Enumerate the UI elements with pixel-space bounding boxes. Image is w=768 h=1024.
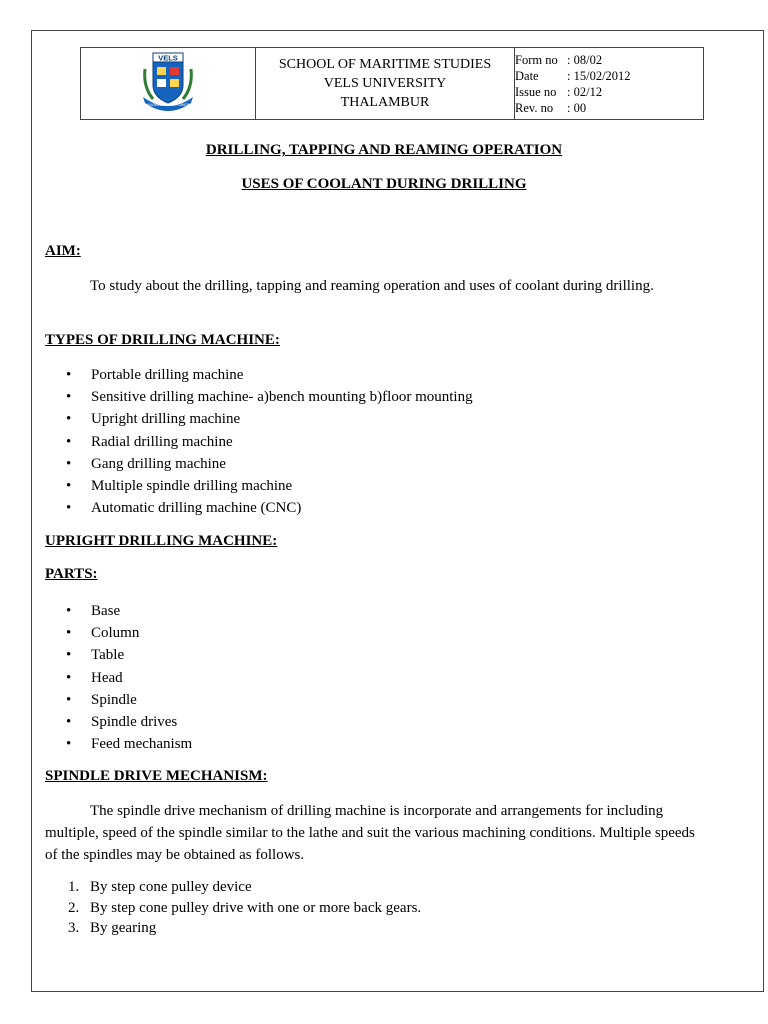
list-item: • Upright drilling machine [45,408,473,430]
form-label: Rev. no [515,100,554,115]
form-row [515,84,703,100]
types-heading: TYPES OF DRILLING MACHINE: [45,332,280,348]
aim-heading: AIM: [45,243,81,259]
step-text: By step cone pulley drive with one or more back gears. [90,899,422,916]
step-text: By step cone pulley device [90,879,252,895]
list-item [45,877,421,898]
form-row [515,68,703,84]
step-number: 1. [68,879,80,895]
document-subtitle: USES OF COOLANT DURING DRILLING [241,176,527,192]
list-item: • Feed mechanism [45,733,192,755]
step-number: 2. [68,899,80,916]
university-name: VELS UNIVERSITY [323,76,447,91]
parts-list [45,600,192,755]
list-item: • Automatic drilling machine (CNC) [45,497,473,519]
school-name-cell [256,48,515,120]
list-item [45,918,421,939]
list-item: • Column [45,622,192,644]
form-info-cell [515,48,704,120]
aim-paragraph [45,275,695,297]
spindle-paragraph [45,800,695,866]
logo-cell [81,48,256,120]
list-item: • Portable drilling machine [45,364,473,386]
list-item: • Head [45,667,192,689]
upright-heading: UPRIGHT DRILLING MACHINE: [45,533,278,549]
list-item [45,898,421,919]
list-item: • Spindle [45,689,192,711]
step-number: 3. [68,920,80,936]
spindle-heading: SPINDLE DRIVE MECHANISM: [45,768,268,784]
list-item: • Sensitive drilling machine- a)bench mounting b)floor mounting [45,386,473,408]
aim-text: To study about the drilling, tapping and reaming operation and uses of coolant during drilling. [90,278,654,294]
form-row [515,100,703,116]
university-logo [135,51,201,111]
school-name: SCHOOL OF MARITIME STUDIES [278,57,492,72]
list-item: • Gang drilling machine [45,453,473,475]
form-label: Date [515,68,539,83]
form-value: : 15/02/2012 [567,68,631,83]
list-item: • Multiple spindle drilling machine [45,475,473,497]
steps-list [45,877,421,939]
step-text: By gearing [90,920,157,936]
list-item: • Radial drilling machine [45,431,473,453]
campus-name: THALAMBUR [340,95,430,110]
parts-heading: PARTS: [45,566,98,582]
form-label: Form no [515,52,558,67]
form-label: Issue no [515,84,557,99]
types-list [45,364,473,519]
logo-motto: KNOWLEDGE IS POWER [146,103,190,107]
spindle-text: The spindle drive mechanism of drilling machine is incorporate and arrangements for including multiple, speed of the spindle similar to the lathe and suit the various machining conditions. Multiple speeds of the spindles may be obtained as follows. [45,803,695,863]
document-header [80,47,704,120]
logo-text: VELS [158,53,178,63]
document-title: DRILLING, TAPPING AND REAMING OPERATION [205,142,563,158]
form-row [515,52,703,68]
list-item: • Base [45,600,192,622]
list-item: • Table [45,644,192,666]
form-value: : 00 [567,100,587,115]
list-item: • Spindle drives [45,711,192,733]
form-value: : 08/02 [567,52,603,67]
form-value: : 02/12 [567,84,603,99]
